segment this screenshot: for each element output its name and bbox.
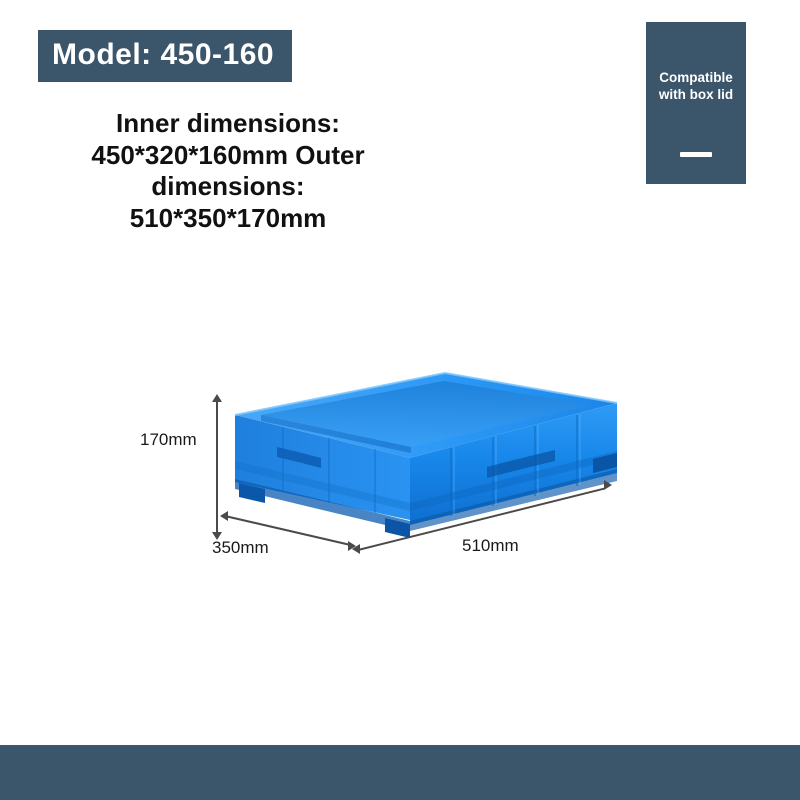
inner-dimensions-value: 450*320*160mm Outer xyxy=(91,139,365,170)
width-arrow-right-icon xyxy=(604,480,612,490)
depth-arrow-left-icon xyxy=(220,511,228,521)
width-measurement-label: 510mm xyxy=(462,536,519,555)
blue-crate-image xyxy=(225,355,615,540)
width-arrow-left-icon xyxy=(352,544,360,554)
bottom-accent-bar xyxy=(0,745,800,800)
dimensions-text-block xyxy=(28,108,428,235)
depth-measurement-label: 350mm xyxy=(212,538,269,557)
model-banner: Model: 450-160 xyxy=(38,30,292,82)
compatible-lid-badge xyxy=(646,22,746,184)
height-measurement-label: 170mm xyxy=(140,430,197,449)
outer-dimensions-value: 510*350*170mm xyxy=(129,203,327,234)
height-arrow-up-icon xyxy=(212,394,222,402)
compatible-lid-label: Compatible with box lid xyxy=(658,70,734,102)
height-guide-line xyxy=(216,402,218,532)
product-illustration-area xyxy=(130,330,670,580)
inner-dimensions-label: Inner dimensions: xyxy=(116,108,340,138)
lid-divider-icon xyxy=(680,152,712,157)
outer-dimensions-label: dimensions: xyxy=(151,171,305,202)
